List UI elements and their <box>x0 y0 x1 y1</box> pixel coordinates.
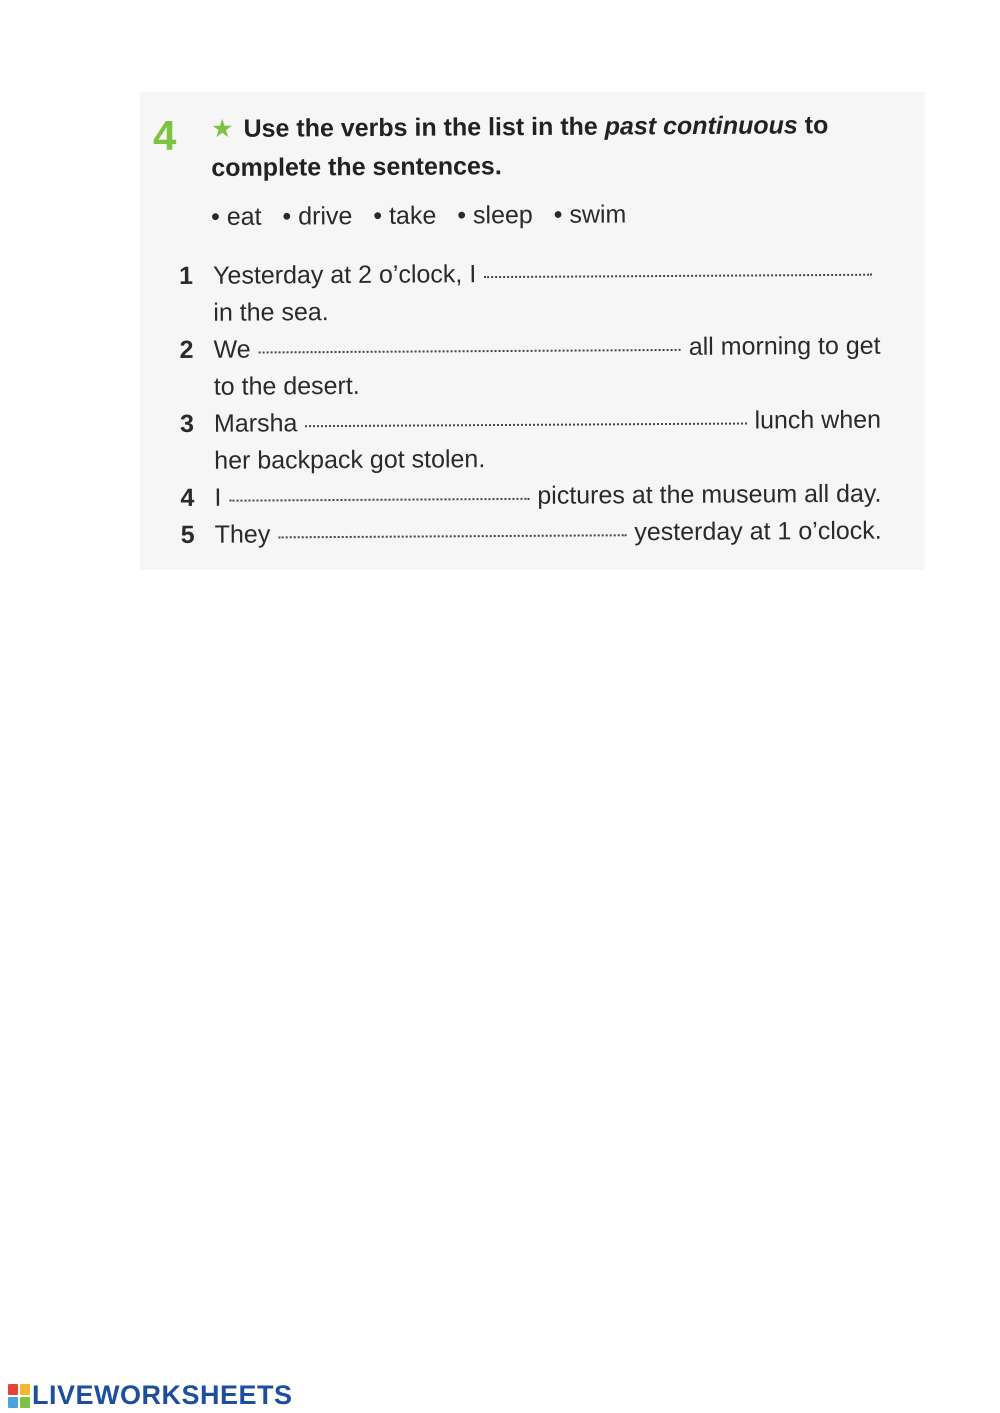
sentence-text: Marsha <box>213 409 298 438</box>
verb-item: • swim <box>553 200 627 229</box>
sentence-text: We <box>213 335 251 364</box>
logo-blocks-icon <box>8 1384 30 1408</box>
instruction-text-2: to complete the sentences. <box>211 111 829 182</box>
sentence-text: I <box>214 483 222 512</box>
sentence-item <box>176 476 881 517</box>
sentence-item <box>177 513 882 554</box>
answer-blank[interactable] <box>278 534 626 538</box>
verb-item: • eat <box>211 202 262 231</box>
sentence-number: 5 <box>180 520 195 549</box>
sentence-text: They <box>214 520 271 549</box>
sentence-text: lunch when <box>754 405 882 435</box>
logo-block <box>20 1384 30 1395</box>
verb-item: • sleep <box>457 201 533 230</box>
sentence-number: 2 <box>179 335 194 364</box>
sentence-number: 4 <box>180 483 195 512</box>
instruction-italic: past continuous <box>604 111 798 141</box>
verb-list <box>211 200 640 232</box>
sentence-item <box>176 402 881 480</box>
star-icon: ★ <box>211 114 234 143</box>
sentence-text: Yesterday at 2 o’clock, I <box>213 260 477 290</box>
instruction-text-1: Use the verbs in the list in the <box>243 112 605 143</box>
verb-item: • drive <box>282 202 353 231</box>
sentence-text: all morning to get <box>688 331 881 361</box>
sentence-text: pictures at the museum all day. <box>537 479 882 510</box>
sentence-continuation: to the desert. <box>213 371 360 401</box>
answer-blank[interactable] <box>259 349 681 354</box>
logo-block <box>8 1397 18 1408</box>
sentence-list <box>175 254 882 554</box>
exercise-instruction <box>211 106 871 188</box>
sentence-item <box>175 328 880 406</box>
logo-block <box>8 1384 18 1395</box>
answer-blank[interactable] <box>229 498 529 502</box>
sentence-item <box>175 254 880 332</box>
answer-blank[interactable] <box>305 423 746 428</box>
answer-blank[interactable] <box>484 274 872 278</box>
logo-block <box>20 1397 30 1408</box>
sentence-number: 3 <box>179 409 195 438</box>
sentence-continuation: in the sea. <box>213 298 329 327</box>
sentence-number: 1 <box>179 261 194 290</box>
logo-text: LIVEWORKSHEETS <box>32 1380 293 1410</box>
exercise-number: 4 <box>153 112 177 159</box>
sentence-text: yesterday at 1 o’clock. <box>634 516 882 547</box>
verb-item: • take <box>373 201 437 231</box>
sentence-continuation: her backpack got stolen. <box>214 445 486 475</box>
liveworksheets-logo <box>8 1380 293 1411</box>
